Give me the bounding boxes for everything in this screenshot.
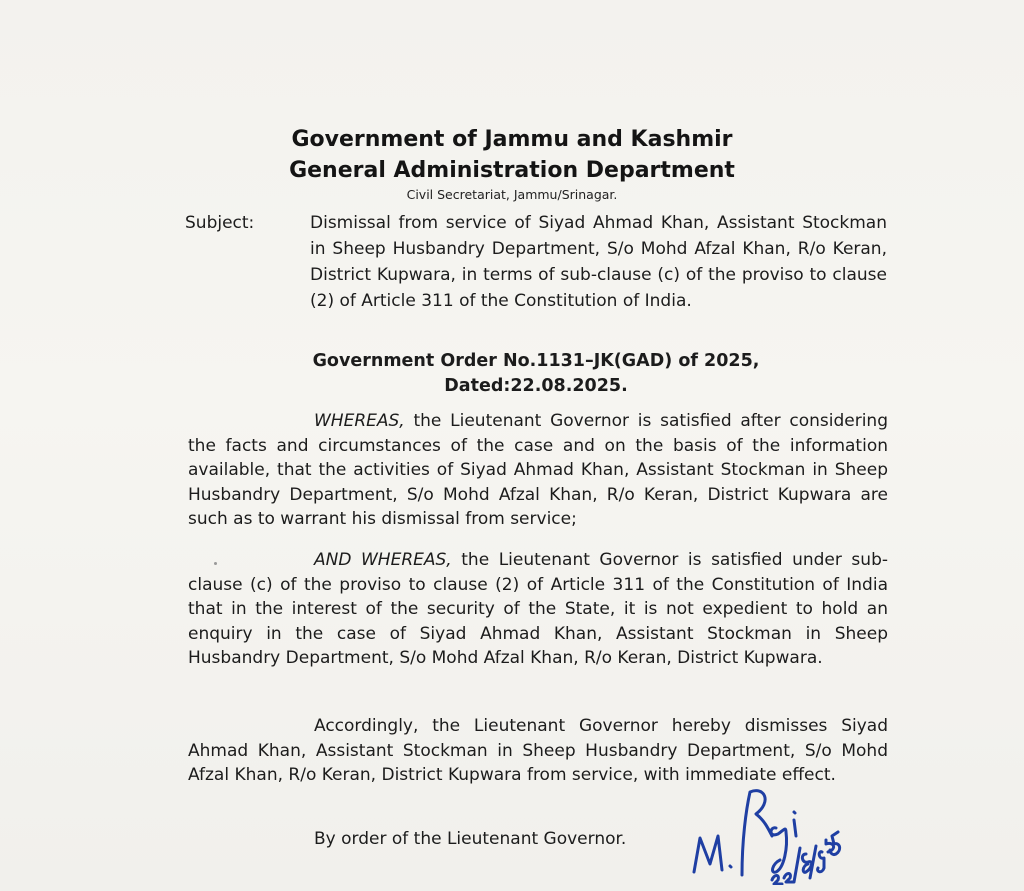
- department-title: General Administration Department: [289, 158, 735, 183]
- subject-label: Subject:: [185, 213, 255, 233]
- signature-date-strokes: [772, 832, 840, 884]
- office-address: Civil Secretariat, Jammu/Srinagar.: [406, 187, 618, 202]
- letterhead: [0, 124, 1024, 203]
- signature-stroke-r: [742, 791, 772, 875]
- signature-stroke-i: [794, 812, 796, 836]
- paragraph-whereas: [188, 409, 888, 532]
- subject-text: Dismissal from service of Siyad Ahmad Khan, Assistant Stockman in Sheep Husbandry Department, S/o Mohd Afzal Khan, R/o Keran, District Kupwara, in terms of sub-clause (c) of the proviso to clause (2) of Article 311 of the Constitution of India.: [310, 213, 887, 311]
- paragraph-body: Accordingly, the Lieutenant Governor hereby dismisses Siyad Ahmad Khan, Assistant Stockman in Sheep Husbandry Department, S/o Mohd Afzal Khan, R/o Keran, District Kupwara from service, with immediate effect.: [188, 716, 888, 786]
- closing-line: By order of the Lieutenant Governor.: [314, 829, 627, 849]
- handwritten-signature: [690, 780, 870, 885]
- paragraph-and-whereas: [188, 548, 888, 671]
- order-heading: [0, 349, 1024, 399]
- order-date: Dated:22.08.2025.: [444, 376, 628, 396]
- signature-stroke-aj: [771, 828, 787, 872]
- government-title: Government of Jammu and Kashmir: [291, 127, 733, 152]
- paragraph-body: the Lieutenant Governor is satisfied after considering the facts and circumstances of the case and on the basis of the information available, that the activities of Siyad Ahmad Khan, Assistant Stockman in Sheep Husbandry Department, S/o Mohd Afzal Khan, R/o Keran, District Kupwara are such as to warrant his dismissal from service;: [188, 411, 888, 530]
- paragraph-body: the Lieutenant Governor is satisfied under sub-clause (c) of the proviso to clause (2) of Article 311 of the Constitution of India that in the interest of the security of the State, it is not expedient to hold an enquiry in the case of Siyad Ahmad Khan, Assistant Stockman in Sheep Husbandry Department, S/o Mohd Afzal Khan, R/o Keran, District Kupwara.: [188, 550, 888, 669]
- signature-stroke-m: [694, 836, 722, 872]
- paragraph-lead: AND WHEREAS,: [314, 550, 452, 570]
- signature-stroke-dot: [730, 866, 731, 867]
- order-number: Government Order No.1131–JK(GAD) of 2025,: [312, 351, 760, 371]
- paragraph-accordingly: [188, 714, 888, 788]
- paragraph-lead: WHEREAS,: [314, 411, 405, 431]
